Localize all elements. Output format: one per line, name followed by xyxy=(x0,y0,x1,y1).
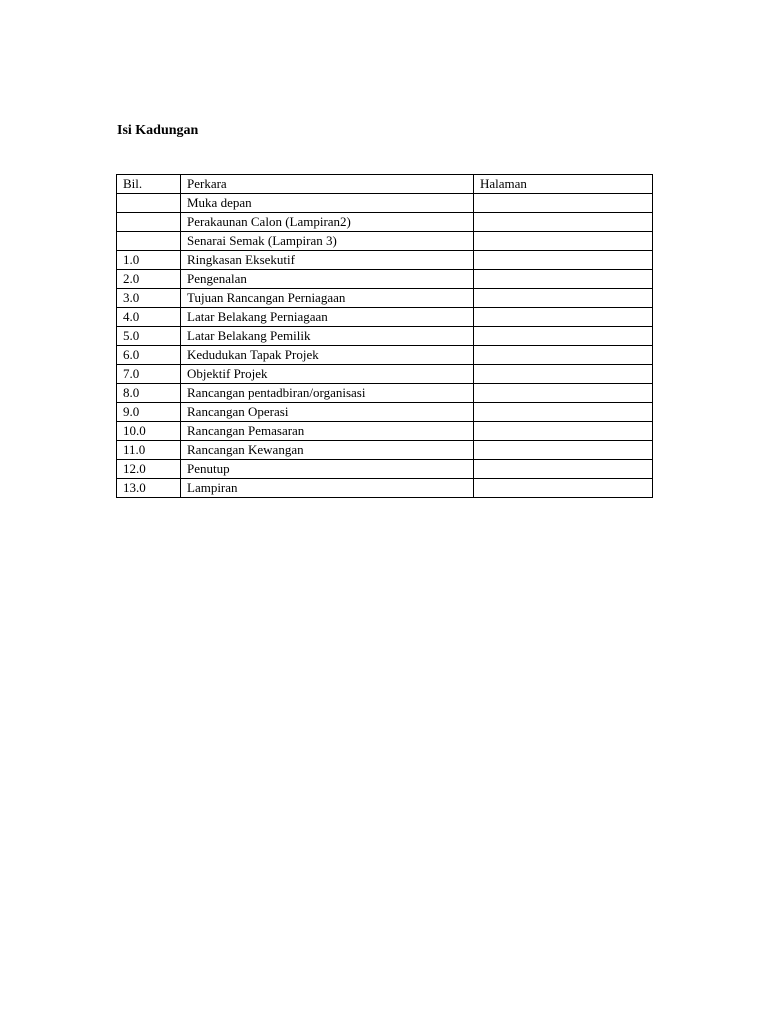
cell-bil: 9.0 xyxy=(117,403,181,422)
cell-bil xyxy=(117,232,181,251)
table-row xyxy=(117,270,653,289)
table-row xyxy=(117,213,653,232)
cell-bil: 7.0 xyxy=(117,365,181,384)
cell-halaman xyxy=(474,441,653,460)
cell-perkara: Latar Belakang Pemilik xyxy=(181,327,474,346)
cell-perkara: Ringkasan Eksekutif xyxy=(181,251,474,270)
cell-halaman xyxy=(474,232,653,251)
cell-perkara: Rancangan pentadbiran/organisasi xyxy=(181,384,474,403)
table-row xyxy=(117,479,653,498)
table-row xyxy=(117,441,653,460)
cell-perkara: Perakaunan Calon (Lampiran2) xyxy=(181,213,474,232)
cell-bil: 2.0 xyxy=(117,270,181,289)
cell-bil: 12.0 xyxy=(117,460,181,479)
cell-bil: 6.0 xyxy=(117,346,181,365)
column-header-perkara: Perkara xyxy=(181,175,474,194)
page-title: Isi Kadungan xyxy=(117,123,199,138)
table-body xyxy=(117,194,653,498)
cell-halaman xyxy=(474,289,653,308)
cell-perkara: Kedudukan Tapak Projek xyxy=(181,346,474,365)
table-row xyxy=(117,308,653,327)
table-row xyxy=(117,384,653,403)
cell-bil: 3.0 xyxy=(117,289,181,308)
cell-halaman xyxy=(474,213,653,232)
cell-halaman xyxy=(474,270,653,289)
table-row xyxy=(117,403,653,422)
cell-halaman xyxy=(474,479,653,498)
cell-perkara: Tujuan Rancangan Perniagaan xyxy=(181,289,474,308)
cell-perkara: Senarai Semak (Lampiran 3) xyxy=(181,232,474,251)
table-row xyxy=(117,194,653,213)
table-row xyxy=(117,327,653,346)
cell-bil: 5.0 xyxy=(117,327,181,346)
cell-halaman xyxy=(474,308,653,327)
cell-perkara: Penutup xyxy=(181,460,474,479)
cell-halaman xyxy=(474,422,653,441)
table-row xyxy=(117,460,653,479)
cell-perkara: Rancangan Kewangan xyxy=(181,441,474,460)
cell-halaman xyxy=(474,365,653,384)
table-of-contents xyxy=(116,174,653,498)
cell-bil: 13.0 xyxy=(117,479,181,498)
table-row xyxy=(117,346,653,365)
cell-bil: 1.0 xyxy=(117,251,181,270)
cell-bil: 11.0 xyxy=(117,441,181,460)
cell-halaman xyxy=(474,194,653,213)
cell-halaman xyxy=(474,327,653,346)
cell-bil: 4.0 xyxy=(117,308,181,327)
table-row xyxy=(117,289,653,308)
cell-perkara: Lampiran xyxy=(181,479,474,498)
table-row xyxy=(117,422,653,441)
column-header-halaman: Halaman xyxy=(474,175,653,194)
cell-perkara: Muka depan xyxy=(181,194,474,213)
cell-perkara: Latar Belakang Perniagaan xyxy=(181,308,474,327)
cell-perkara: Pengenalan xyxy=(181,270,474,289)
cell-bil xyxy=(117,194,181,213)
column-header-bil: Bil. xyxy=(117,175,181,194)
cell-halaman xyxy=(474,346,653,365)
cell-perkara: Rancangan Pemasaran xyxy=(181,422,474,441)
cell-bil: 10.0 xyxy=(117,422,181,441)
table-row xyxy=(117,251,653,270)
cell-halaman xyxy=(474,460,653,479)
cell-halaman xyxy=(474,251,653,270)
cell-halaman xyxy=(474,403,653,422)
cell-bil: 8.0 xyxy=(117,384,181,403)
cell-perkara: Objektif Projek xyxy=(181,365,474,384)
cell-perkara: Rancangan Operasi xyxy=(181,403,474,422)
table-row xyxy=(117,365,653,384)
table-row xyxy=(117,232,653,251)
table-header-row xyxy=(117,175,653,194)
cell-halaman xyxy=(474,384,653,403)
cell-bil xyxy=(117,213,181,232)
